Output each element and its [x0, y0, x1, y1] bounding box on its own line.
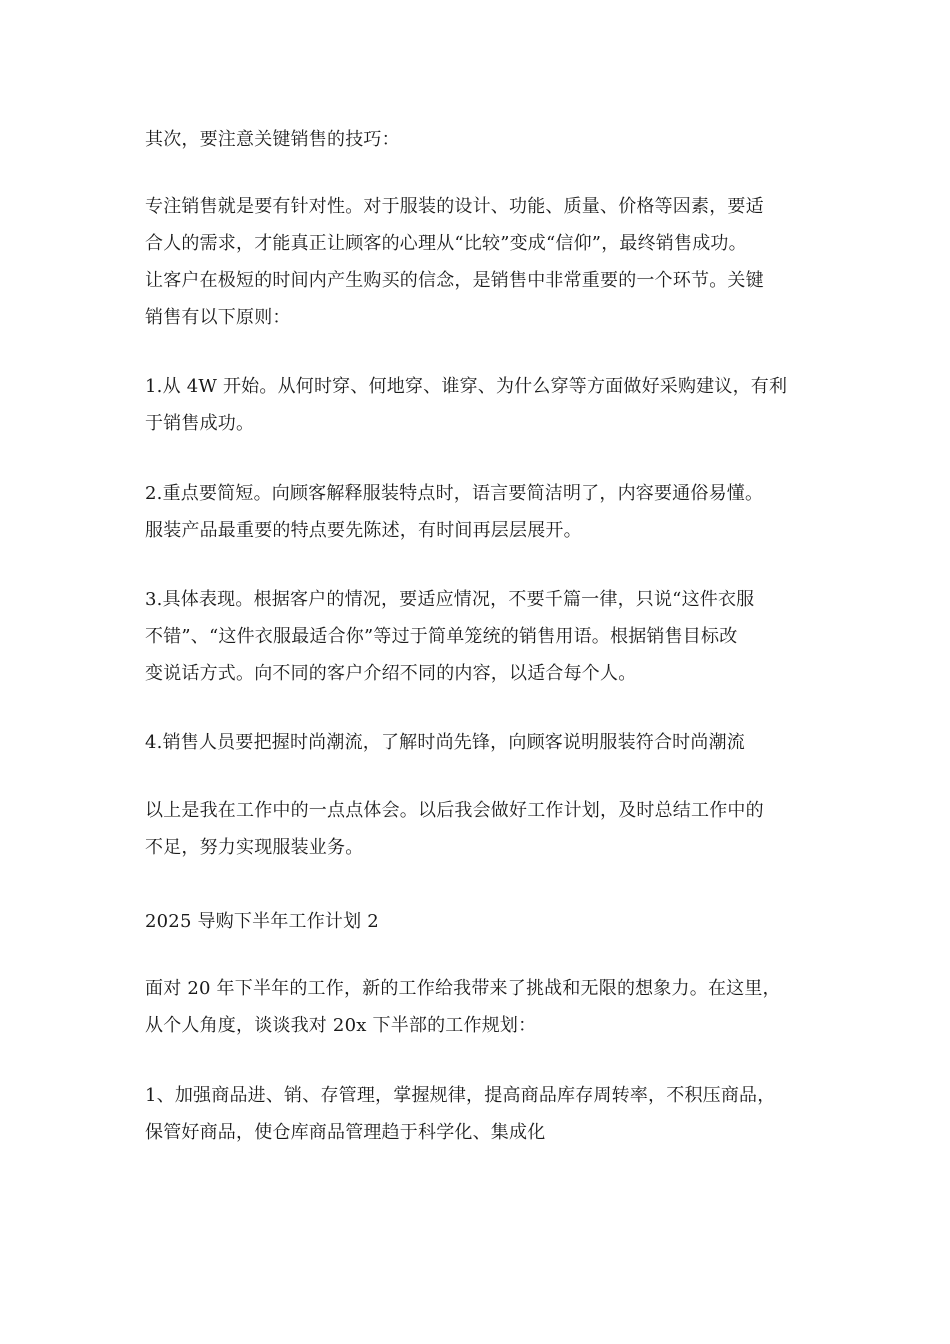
- text-line: 1、加强商品进、销、存管理，掌握规律，提高商品库存周转率，不积压商品，: [145, 1085, 776, 1106]
- text-line: 不足，努力实现服装业务。: [145, 837, 364, 858]
- section-heading-plan-2: [145, 903, 810, 940]
- text-line: 4.销售人员要把握时尚潮流，了解时尚先锋，向顾客说明服装符合时尚潮流: [145, 732, 745, 753]
- text-line: 销售有以下原则：: [145, 307, 291, 328]
- text-line: 以上是我在工作中的一点点体会。以后我会做好工作计划，及时总结工作中的: [145, 800, 764, 821]
- paragraph-principle-4: [145, 724, 810, 761]
- paragraph-principle-2: [145, 475, 810, 549]
- text-line: 让客户在极短的时间内产生购买的信念，是销售中非常重要的一个环节。关键: [145, 270, 764, 291]
- paragraph-conclusion: [145, 792, 810, 866]
- text-line: 于销售成功。: [145, 413, 255, 434]
- text-line: 变说话方式。向不同的客户介绍不同的内容，以适合每个人。: [145, 663, 637, 684]
- paragraph-principle-1: [145, 368, 810, 442]
- text-line: 保管好商品，使仓库商品管理趋于科学化、集成化: [145, 1122, 546, 1143]
- paragraph-principle-3: [145, 581, 810, 692]
- text-line: 2.重点要简短。向顾客解释服装特点时，语言要简洁明了，内容要通俗易懂。: [145, 483, 764, 504]
- text-line: 面对 20 年下半年的工作，新的工作给我带来了挑战和无限的想象力。在这里，: [145, 978, 781, 999]
- paragraph-plan-item-1: [145, 1077, 810, 1151]
- paragraph-sales-skills-intro: [145, 121, 810, 158]
- paragraph-focused-selling: [145, 188, 810, 336]
- text-line: 合人的需求，才能真正让顾客的心理从“比较”变成“信仰”，最终销售成功。: [145, 233, 747, 254]
- text-line: 服装产品最重要的特点要先陈述，有时间再层层展开。: [145, 520, 582, 541]
- text-line: 3.具体表现。根据客户的情况，要适应情况，不要千篇一律，只说“这件衣服: [145, 589, 755, 610]
- paragraph-second-half-intro: [145, 970, 810, 1044]
- text-line: 2025 导购下半年工作计划 2: [145, 911, 379, 932]
- text-line: 从个人角度，谈谈我对 20x 下半部的工作规划：: [145, 1015, 537, 1036]
- text-line: 不错”、“这件衣服最适合你”等过于简单笼统的销售用语。根据销售目标改: [145, 626, 738, 647]
- text-line: 其次，要注意关键销售的技巧：: [145, 129, 400, 150]
- text-line: 专注销售就是要有针对性。对于服装的设计、功能、质量、价格等因素，要适: [145, 196, 764, 217]
- text-line: 1.从 4W 开始。从何时穿、何地穿、谁穿、为什么穿等方面做好采购建议，有利: [145, 376, 788, 397]
